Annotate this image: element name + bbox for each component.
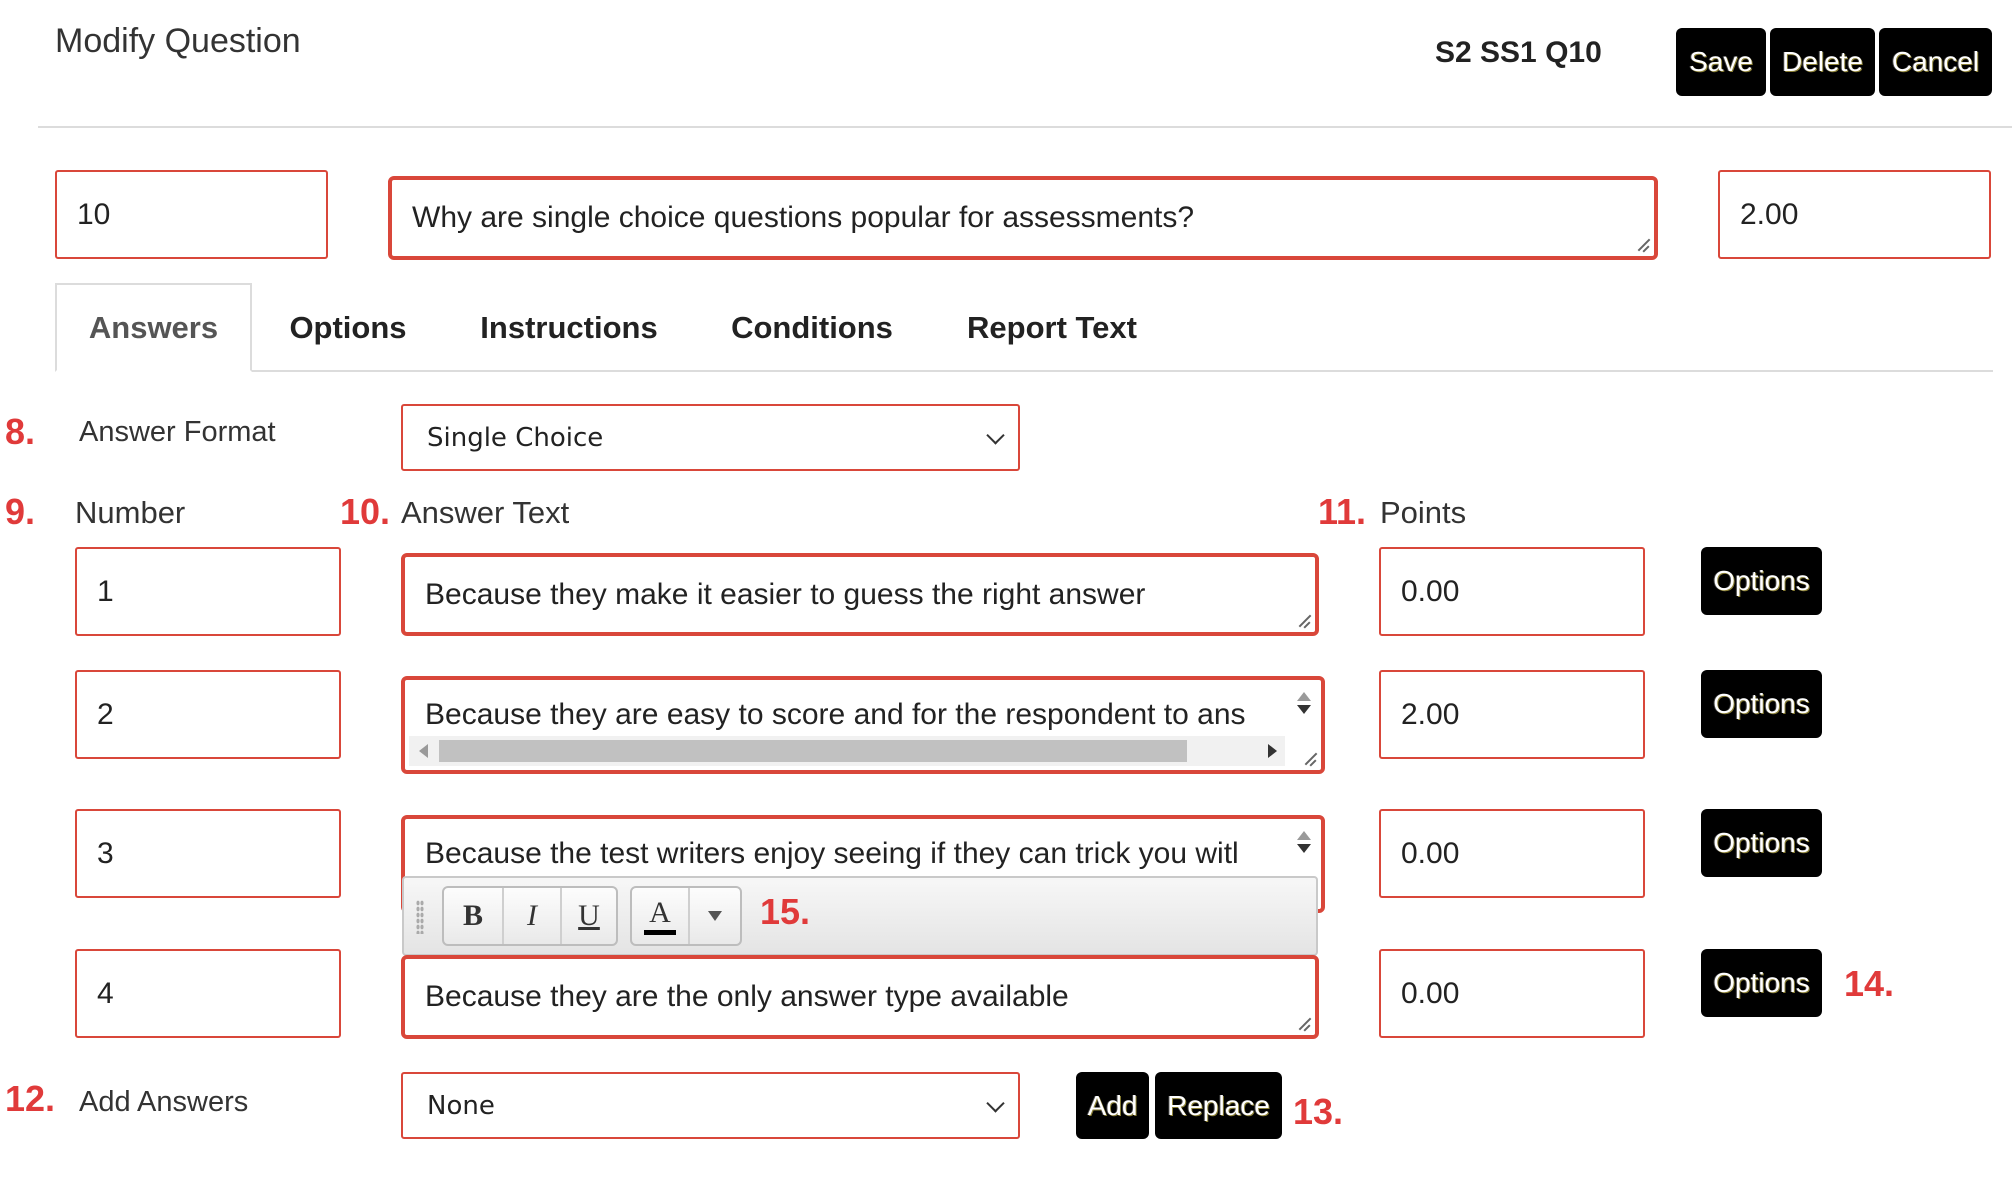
- header-divider: [38, 126, 2012, 128]
- answer-points-value: 0.00: [1401, 976, 1460, 1010]
- add-answers-value: None: [427, 1090, 495, 1121]
- scroll-up-icon[interactable]: [1297, 692, 1311, 701]
- scroll-down-icon[interactable]: [1297, 705, 1311, 714]
- scroll-left-icon[interactable]: [419, 744, 428, 758]
- tab-report-text[interactable]: Report Text: [967, 309, 1137, 345]
- font-color-button[interactable]: [632, 888, 688, 944]
- answer-number-input[interactable]: [75, 670, 341, 759]
- font-color-button-group: [630, 886, 742, 946]
- page-title: Modify Question: [55, 22, 301, 60]
- annotation-15: 15.: [760, 891, 811, 932]
- annotation-8: 8.: [5, 411, 36, 452]
- tab-conditions[interactable]: Conditions: [731, 309, 893, 345]
- answer-points-value: 2.00: [1401, 697, 1460, 731]
- resize-handle-icon[interactable]: [1303, 752, 1317, 766]
- answer-format-select[interactable]: [401, 404, 1020, 471]
- question-text-input[interactable]: [388, 176, 1658, 260]
- answer-points-input[interactable]: [1379, 949, 1645, 1038]
- font-color-dropdown[interactable]: [688, 888, 740, 944]
- answer-number-value: 1: [97, 574, 114, 608]
- tab-instructions[interactable]: Instructions: [480, 309, 658, 345]
- number-column-header: Number: [75, 495, 186, 530]
- question-points-input[interactable]: [1718, 170, 1991, 259]
- answer-number-value: 2: [97, 697, 114, 731]
- answer-number-value: 4: [97, 976, 114, 1010]
- vertical-scrollbar[interactable]: [1293, 686, 1315, 716]
- add-button[interactable]: Add: [1076, 1072, 1149, 1139]
- save-button[interactable]: Save: [1676, 28, 1766, 96]
- annotation-13: 13.: [1293, 1091, 1344, 1132]
- answer-number-input[interactable]: [75, 949, 341, 1038]
- rich-text-toolbar: [402, 876, 1318, 956]
- font-color-swatch: [644, 930, 676, 935]
- resize-handle-icon[interactable]: [1297, 1017, 1311, 1031]
- annotation-10: 10.: [340, 491, 391, 532]
- answer-number-input[interactable]: [75, 809, 341, 898]
- answer-text-column-header: Answer Text: [401, 495, 570, 530]
- resize-handle-icon[interactable]: [1636, 238, 1650, 252]
- answer-options-button[interactable]: Options: [1701, 670, 1822, 738]
- scroll-up-icon[interactable]: [1297, 831, 1311, 840]
- drag-handle-icon[interactable]: [416, 900, 424, 934]
- cancel-button[interactable]: Cancel: [1879, 28, 1992, 96]
- bold-button[interactable]: B: [462, 899, 483, 932]
- answer-points-input[interactable]: [1379, 547, 1645, 636]
- answer-options-button[interactable]: Options: [1701, 809, 1822, 877]
- delete-button[interactable]: Delete: [1770, 28, 1875, 96]
- annotation-11: 11.: [1318, 491, 1367, 532]
- answer-options-button[interactable]: Options: [1701, 949, 1822, 1017]
- answer-text-input[interactable]: [401, 553, 1319, 636]
- answer-number-input[interactable]: [75, 547, 341, 636]
- vertical-scrollbar[interactable]: [1293, 825, 1315, 855]
- resize-handle-icon[interactable]: [1297, 614, 1311, 628]
- horizontal-scrollbar[interactable]: [409, 736, 1285, 766]
- annotation-12: 12.: [5, 1078, 56, 1119]
- answer-points-value: 0.00: [1401, 836, 1460, 870]
- question-text-value: Why are single choice questions popular for assessments?: [412, 201, 1195, 234]
- answer-format-value: Single Choice: [427, 422, 604, 453]
- answer-text-value: Because they are the only answer type available: [425, 980, 1069, 1013]
- add-answers-select[interactable]: [401, 1072, 1020, 1139]
- annotation-9: 9.: [5, 491, 36, 532]
- answer-text-value: Because they are easy to score and for the respondent to ans: [425, 698, 1246, 731]
- answer-points-input[interactable]: [1379, 670, 1645, 759]
- question-points-value: 2.00: [1740, 197, 1799, 231]
- answer-text-input[interactable]: [401, 676, 1325, 774]
- question-number-value: 10: [77, 197, 111, 231]
- answer-text-value: Because they make it easier to guess the right answer: [425, 577, 1146, 611]
- answer-text-input[interactable]: [401, 955, 1319, 1039]
- question-number-input[interactable]: [55, 170, 328, 259]
- scroll-down-icon[interactable]: [1297, 844, 1311, 853]
- font-color-icon: A: [649, 895, 671, 929]
- underline-button[interactable]: U: [560, 888, 616, 944]
- points-column-header: Points: [1380, 495, 1467, 530]
- replace-button[interactable]: Replace: [1155, 1072, 1282, 1139]
- answer-format-label: Answer Format: [79, 416, 276, 448]
- scroll-right-icon[interactable]: [1268, 744, 1277, 758]
- add-answers-label: Add Answers: [79, 1086, 249, 1118]
- chevron-down-icon: [708, 911, 722, 921]
- chevron-down-icon: [986, 426, 1004, 444]
- answer-points-value: 0.00: [1401, 574, 1460, 608]
- format-button-group: [442, 886, 618, 946]
- answer-options-button[interactable]: Options: [1701, 547, 1822, 615]
- annotation-14: 14.: [1844, 963, 1895, 1004]
- tab-options[interactable]: Options: [289, 309, 407, 345]
- answer-text-value: Because the test writers enjoy seeing if they can trick you witl: [425, 837, 1239, 870]
- italic-button[interactable]: I: [502, 888, 560, 944]
- answer-points-input[interactable]: [1379, 809, 1645, 898]
- question-reference: S2 SS1 Q10: [1435, 36, 1602, 69]
- chevron-down-icon: [986, 1094, 1004, 1112]
- tab-answers[interactable]: Answers: [55, 283, 252, 372]
- scrollbar-thumb[interactable]: [439, 740, 1187, 762]
- answer-number-value: 3: [97, 836, 114, 870]
